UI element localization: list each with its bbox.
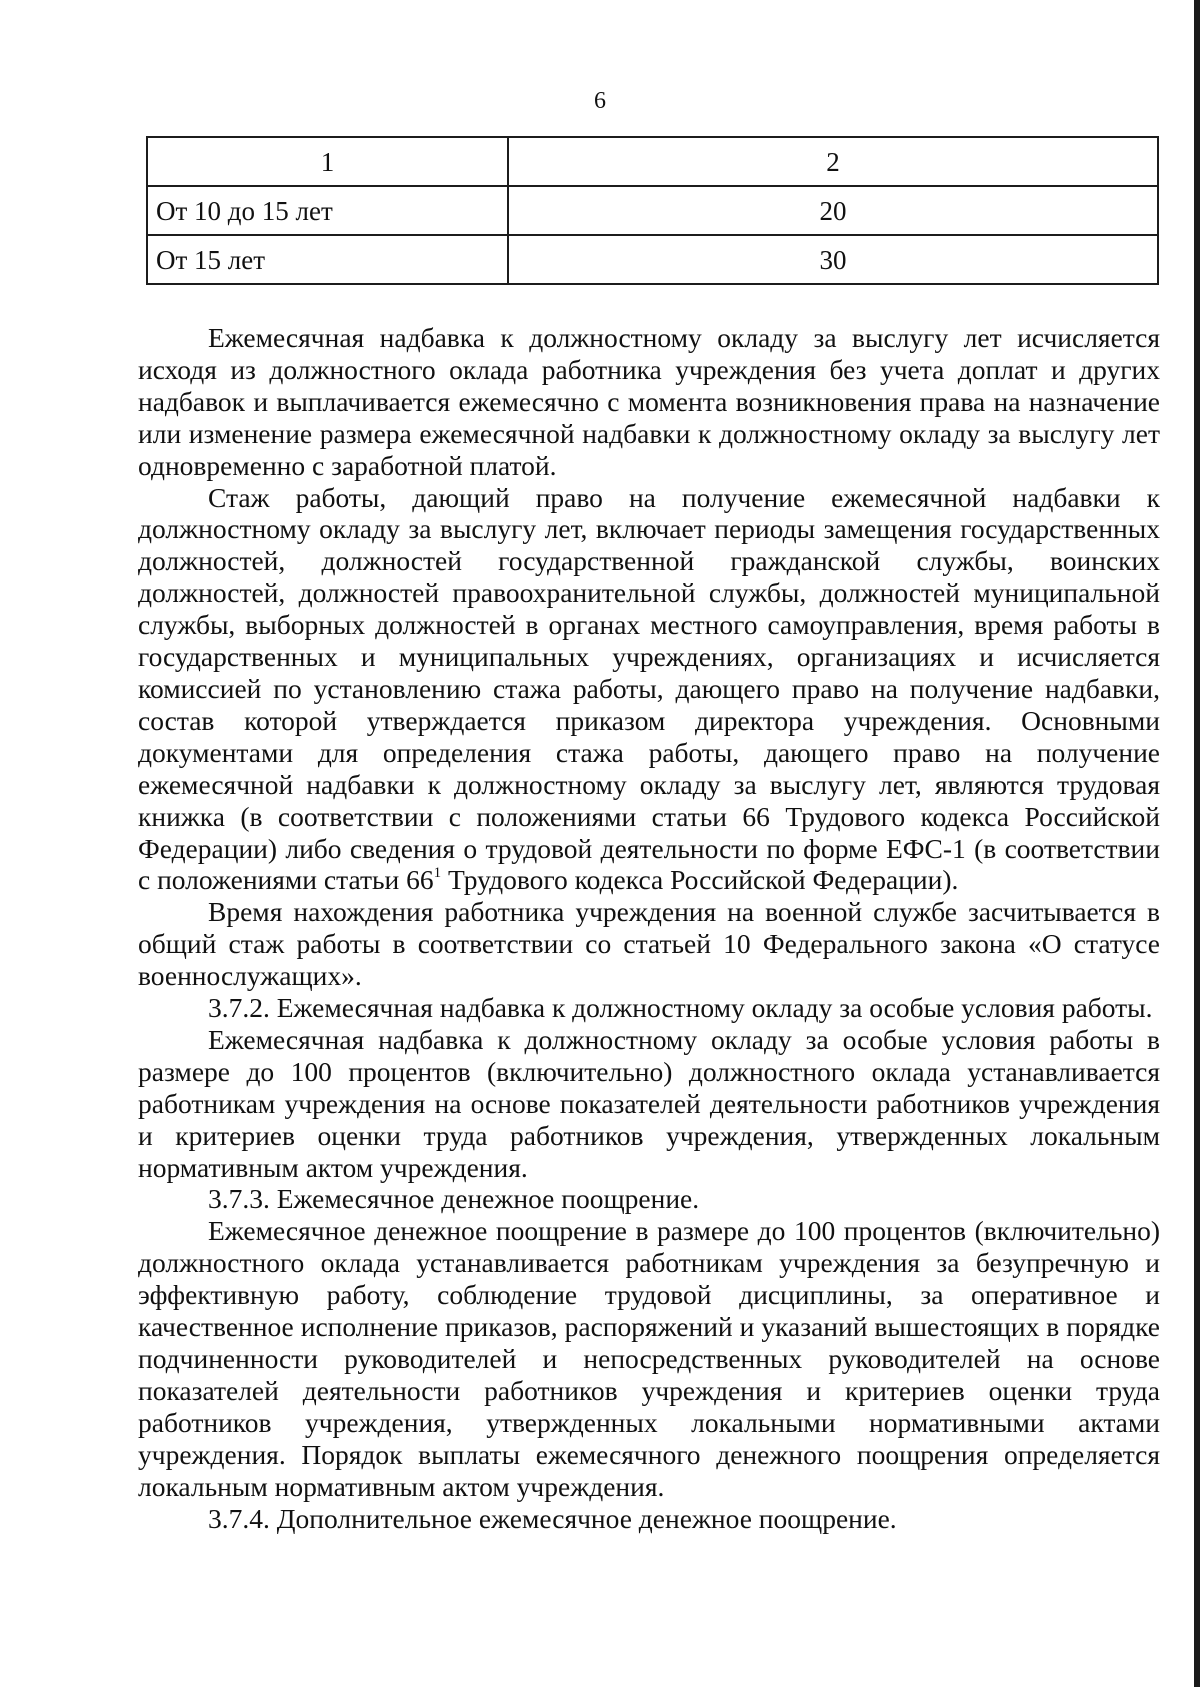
section-heading-3-7-4: 3.7.4. Дополнительное ежемесячное денежное поощрение. bbox=[208, 1502, 897, 1534]
section-heading-3-7-2: 3.7.2. Ежемесячная надбавка к должностному окладу за особые условия работы. bbox=[208, 992, 1153, 1024]
table-header-row bbox=[147, 137, 1158, 186]
paragraph-military-service: Время нахождения работника учреждения на военной службе засчитывается в общий стаж работы в соответствии со статьей 10 Федерального закона «О статусе военнослужащих». bbox=[138, 896, 1160, 992]
table-cell-value: 30 bbox=[508, 235, 1158, 284]
table-header-cell: 1 bbox=[147, 137, 508, 186]
table-row bbox=[147, 235, 1158, 284]
document-body bbox=[138, 322, 1160, 1534]
paragraph-monthly-incentive: Ежемесячное денежное поощрение в размере до 100 процентов (включительно) должностного оклада устанавливается работникам учреждения за безупречную и эффективную работу, соблюдение трудовой дисциплины, за оперативное и качественное исполнение приказов, распоряжений и указаний вышестоящих в порядке подчиненности руководителей и непосредственных руководителей на основе показателей деятельности работников учреждения и критериев оценки труда работников учреждения, утвержденных локальными нормативными актами учреждения. Порядок выплаты ежемесячного денежного поощрения определяется локальным нормативным актом учреждения. bbox=[138, 1215, 1160, 1502]
superscript: 1 bbox=[433, 865, 442, 882]
paragraph-bonus-calculation: Ежемесячная надбавка к должностному окладу за выслугу лет исчисляется исходя из должностного оклада работника учреждения без учета доплат и других надбавок и выплачивается ежемесячно с момента возникновения права на назначение или изменение размера ежемесячной надбавки к должностному окладу за выслугу лет одновременно с заработной платой. bbox=[138, 322, 1160, 481]
table-row bbox=[147, 186, 1158, 235]
seniority-table bbox=[146, 136, 1159, 285]
table-cell-value: 20 bbox=[508, 186, 1158, 235]
section-heading-3-7-3: 3.7.3. Ежемесячное денежное поощрение. bbox=[208, 1183, 700, 1215]
page-number: 6 bbox=[594, 88, 606, 114]
table-cell-period: От 15 лет bbox=[147, 235, 508, 284]
table-cell-period: От 10 до 15 лет bbox=[147, 186, 508, 235]
paragraph-special-conditions: Ежемесячная надбавка к должностному окладу за особые условия работы в размере до 100 процентов (включительно) должностного оклада устанавливается работникам учреждения на основе показателей деятельности работников учреждения и критериев оценки труда работников учреждения, утвержденных локальным нормативным актом учреждения. bbox=[138, 1023, 1160, 1183]
table-header-cell: 2 bbox=[508, 137, 1158, 186]
paragraph-text: Трудового кодекса Российской Федерации). bbox=[441, 864, 959, 896]
paragraph-text: Стаж работы, дающий право на получение ежемесячной надбавки к должностному окладу за выслугу лет, включает периоды замещения государственных должностей, должностей государственной гражданской службы, воинских должностей, должностей правоохранительной службы, должностей муниципальной службы, выборных должностей в органах местного самоуправления, время работы в государственных и муниципальных учреждениях, организациях и исчисляется комиссией по установлению стажа работы, дающего право на получение надбавки, состав которой утверждается приказом директора учреждения. Основными документами для определения стажа работы, дающего право на получение ежемесячной надбавки к должностному окладу за выслугу лет, являются трудовая книжка (в соответствии с положениями статьи 66 Трудового кодекса Российской Федерации) либо сведения о трудовой деятельности по форме ЕФС-1 (в соответствии с положениями статьи 66 bbox=[138, 481, 1160, 896]
page-edge bbox=[1194, 0, 1200, 1687]
paragraph-seniority-periods bbox=[138, 482, 1160, 897]
